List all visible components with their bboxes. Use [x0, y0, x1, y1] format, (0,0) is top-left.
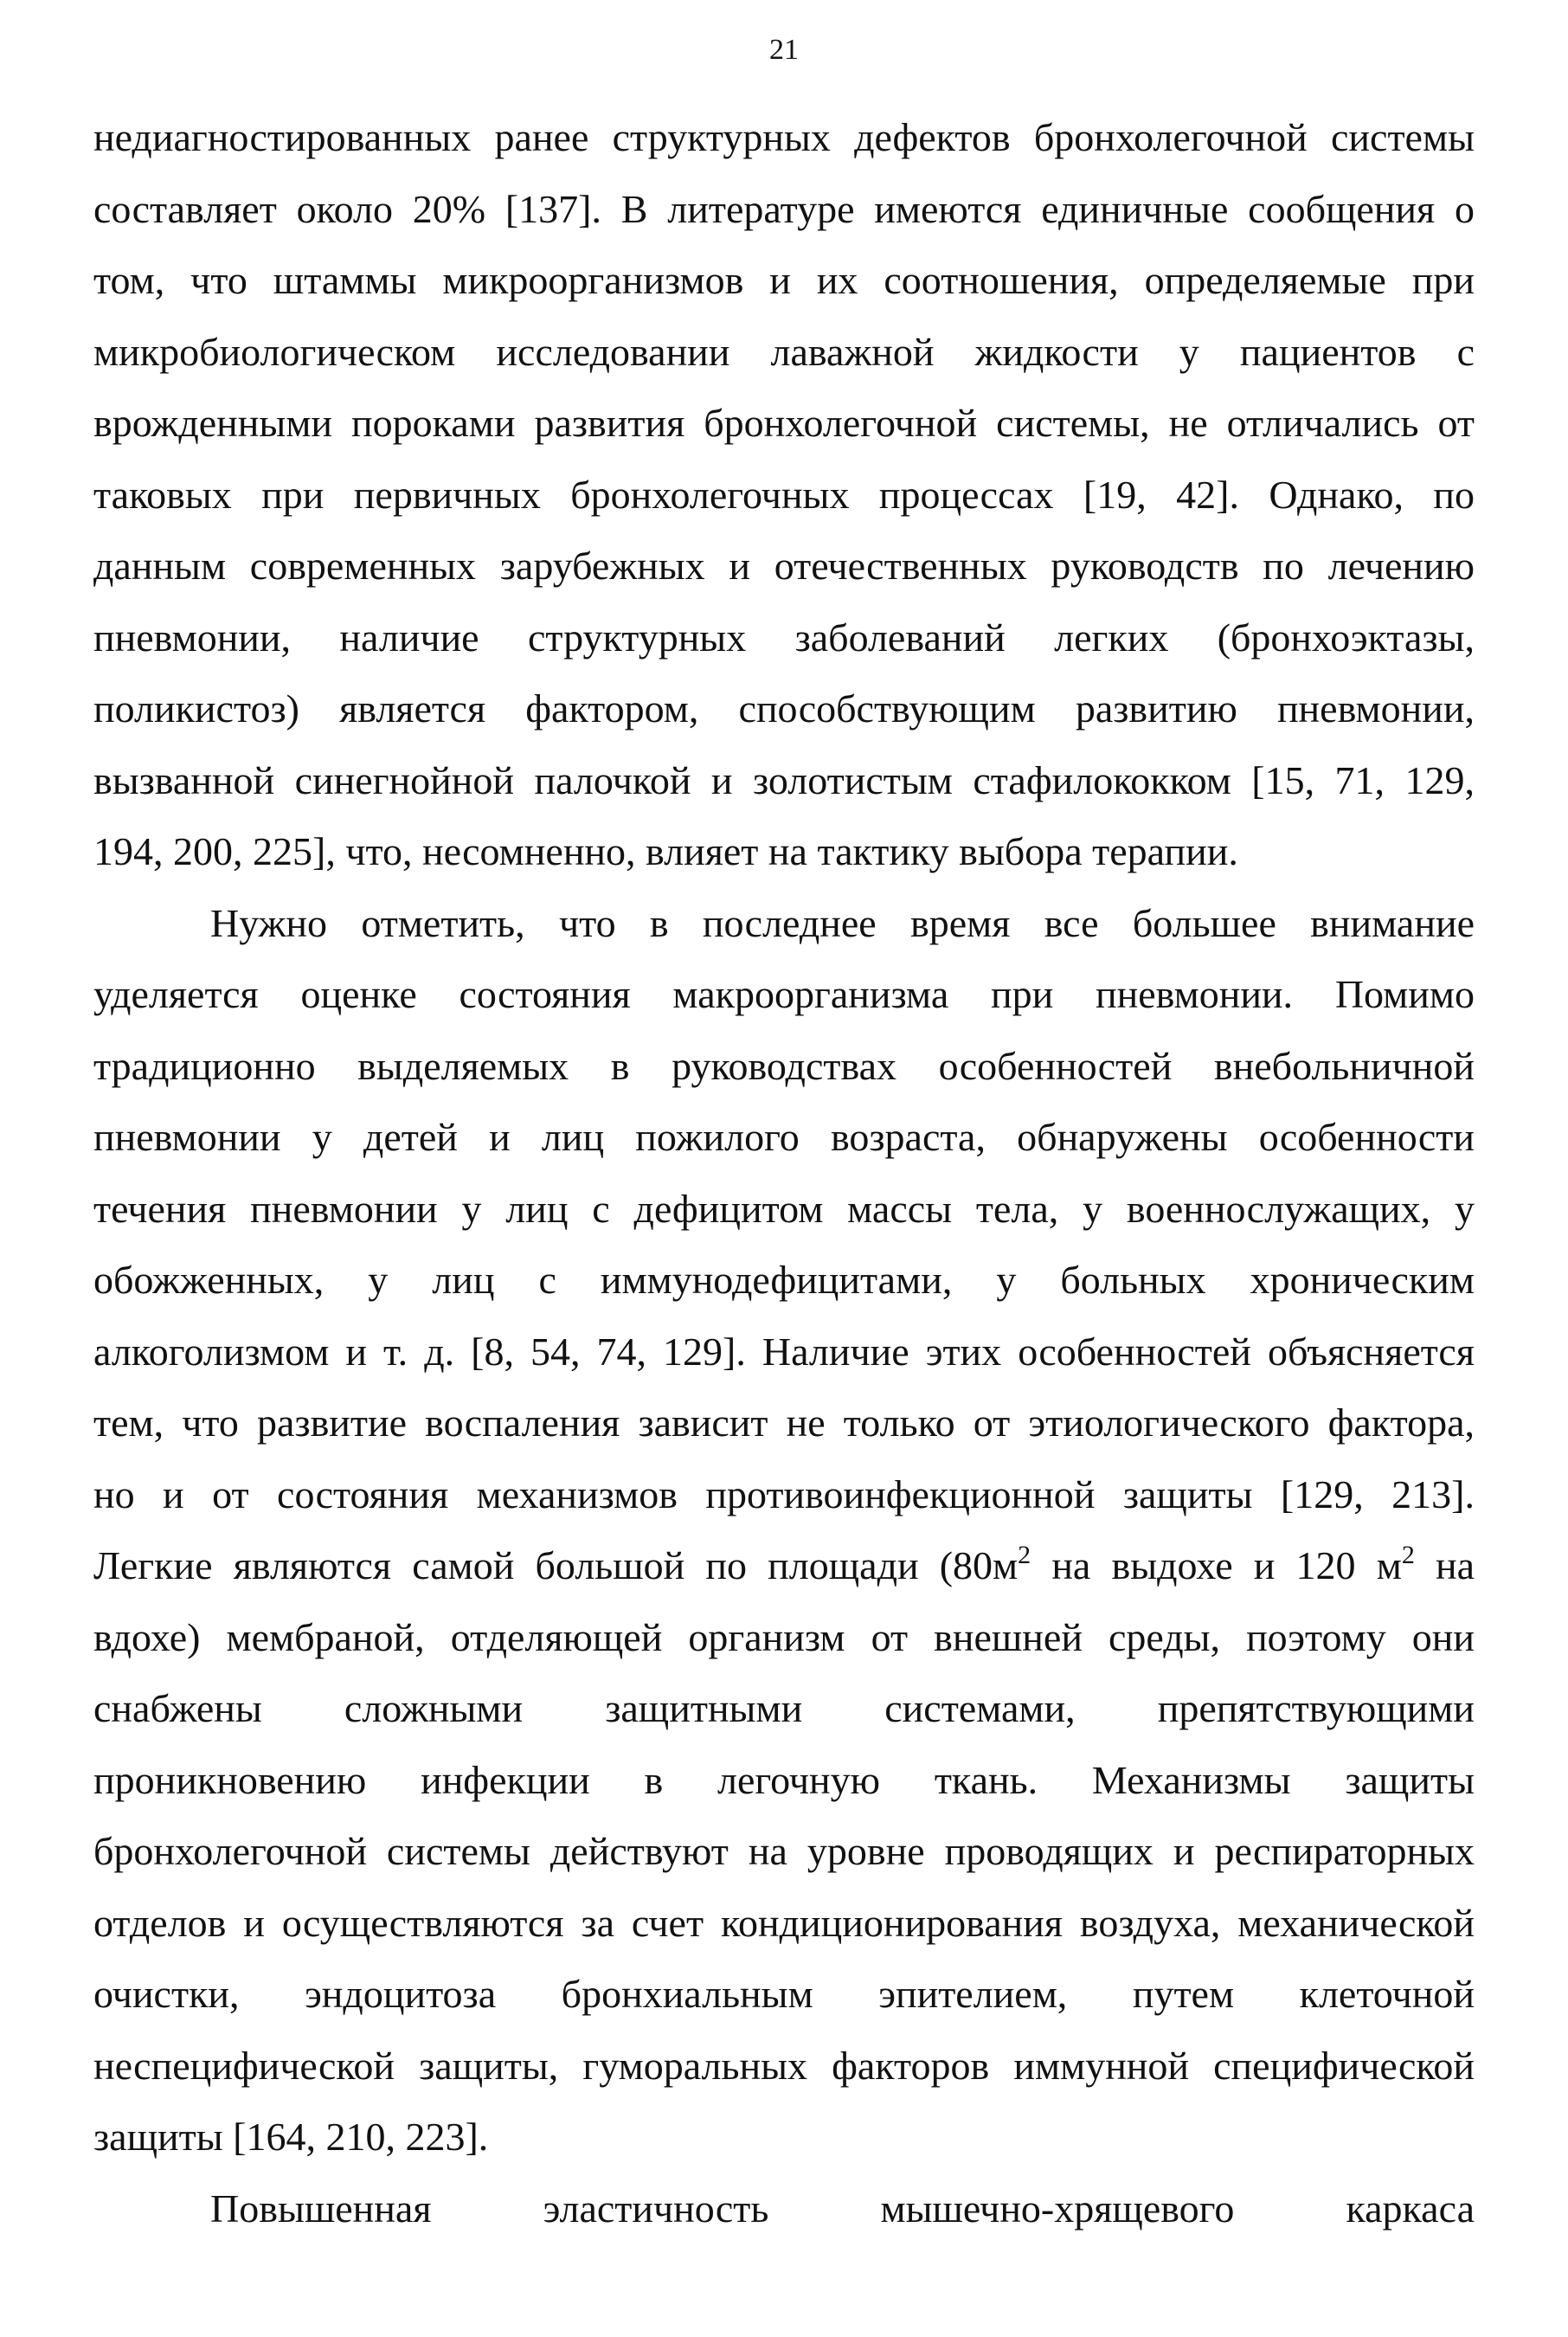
text-line: врожденными пороками развития бронхолегочной системы, не отличались от	[93, 401, 1475, 445]
page-number: 21	[769, 34, 799, 66]
text-line: 194, 200, 225], что, несомненно, влияет на тактику выбора терапии.	[93, 829, 1238, 873]
text-line: обожженных, у лиц с иммунодефицитами, у больных хроническим	[93, 1258, 1475, 1302]
text-fragment: на	[1414, 1543, 1475, 1587]
paragraph-first-line: Повышенная эластичность мышечно-хрящевого каркаса	[210, 2186, 1475, 2231]
text-line: течения пневмонии у лиц с дефицитом массы тела, у военнослужащих, у	[93, 1186, 1475, 1231]
text-line: неспецифической защиты, гуморальных факторов иммунной специфической	[93, 2043, 1475, 2088]
paragraph-first-line: Нужно отметить, что в последнее время все большее внимание	[210, 900, 1475, 945]
text-line: защиты [164, 210, 223].	[93, 2115, 489, 2159]
text-line: тем, что развитие воспаления зависит не только от этиологического фактора,	[93, 1400, 1475, 1445]
text-line: данным современных зарубежных и отечественных руководств по лечению	[93, 544, 1475, 588]
text-line: том, что штаммы микроорганизмов и их соотношения, определяемые при	[93, 258, 1475, 302]
text-line: снабжены сложными защитными системами, препятствующими	[93, 1686, 1475, 1730]
superscript: 2	[1401, 1541, 1415, 1569]
text-line: алкоголизмом и т. д. [8, 54, 74, 129]. Наличие этих особенностей объясняется	[93, 1329, 1475, 1374]
text-line: составляет около 20% [137]. В литературе имеются единичные сообщения о	[93, 186, 1475, 231]
text-line: пневмонии у детей и лиц пожилого возраста, обнаружены особенности	[93, 1115, 1475, 1159]
text-line: поликистоз) является фактором, способствующим развитию пневмонии,	[93, 686, 1475, 731]
text-fragment: на выдохе и 120 м	[1031, 1543, 1402, 1587]
text-line-with-superscripts	[93, 1530, 1475, 1602]
body-text	[93, 102, 1475, 2244]
text-line: недиагностированных ранее структурных дефектов бронхолегочной системы	[93, 115, 1475, 159]
text-line: отделов и осуществляются за счет кондиционирования воздуха, механической	[93, 1900, 1475, 1945]
text-line: пневмонии, наличие структурных заболеваний легких (бронхоэктазы,	[93, 615, 1475, 660]
text-line: но и от состояния механизмов противоинфекционной защиты [129, 213].	[93, 1471, 1475, 1516]
text-line: очистки, эндоцитоза бронхиальным эпителием, путем клеточной	[93, 1972, 1475, 2016]
superscript: 2	[1018, 1541, 1031, 1569]
text-line: таковых при первичных бронхолегочных процессах [19, 42]. Однако, по	[93, 472, 1475, 517]
text-line: вызванной синегнойной палочкой и золотистым стафилококком [15, 71, 129,	[93, 757, 1475, 802]
text-fragment: Легкие являются самой большой по площади (80м	[93, 1543, 1019, 1587]
text-line: традиционно выделяемых в руководствах особенностей внебольничной	[93, 1043, 1475, 1088]
text-line: уделяется оценке состояния макроорганизма при пневмонии. Помимо	[93, 972, 1475, 1016]
text-line: вдохе) мембраной, отделяющей организм от внешней среды, поэтому они	[93, 1614, 1475, 1659]
text-line: проникновению инфекции в легочную ткань. Механизмы защиты	[93, 1757, 1475, 1802]
text-line: микробиологическом исследовании лаважной жидкости у пациентов с	[93, 329, 1475, 374]
text-line: бронхолегочной системы действуют на уровне проводящих и респираторных	[93, 1829, 1475, 1873]
